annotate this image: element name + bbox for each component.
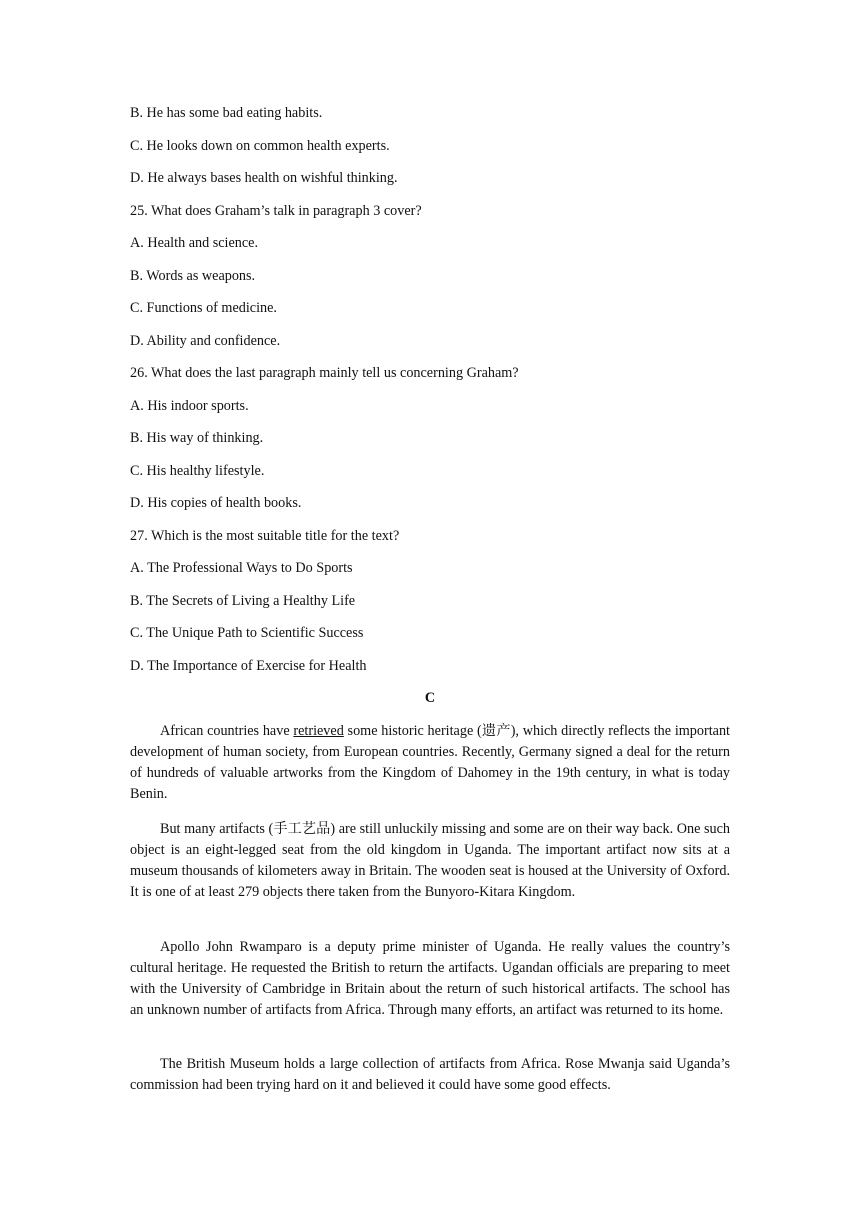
option-25-d: D. Ability and confidence. <box>130 333 281 349</box>
option-24-b: B. He has some bad eating habits. <box>130 105 323 121</box>
option-24-c: C. He looks down on common health experts. <box>130 138 390 154</box>
passage-paragraph-1 <box>130 721 730 805</box>
question-25: 25. What does Graham’s talk in paragraph 3 cover? <box>130 203 422 219</box>
option-27-a: A. The Professional Ways to Do Sports <box>130 560 353 576</box>
option-25-c: C. Functions of medicine. <box>130 300 277 316</box>
option-25-b: B. Words as weapons. <box>130 268 256 284</box>
paragraph-1-text-end: some historic heritage (遗产), which directly reflects the important development of human society, from European countries. Recently, Germany signed a deal for the return of hundreds of valuable artworks from the Kingdom of Dahomey in the 19th century, in what is today Benin. <box>130 723 730 802</box>
passage-paragraph-4: The British Museum holds a large collection of artifacts from Africa. Rose Mwanja said Uganda’s commission had been trying hard on it and believed it could have some good effects. <box>130 1056 730 1093</box>
option-27-b: B. The Secrets of Living a Healthy Life <box>130 593 356 609</box>
option-27-c: C. The Unique Path to Scientific Success <box>130 625 364 641</box>
option-26-c: C. His healthy lifestyle. <box>130 463 265 479</box>
section-heading: C <box>424 690 436 706</box>
option-26-d: D. His copies of health books. <box>130 495 302 511</box>
question-26: 26. What does the last paragraph mainly tell us concerning Graham? <box>130 365 519 381</box>
option-26-b: B. His way of thinking. <box>130 430 264 446</box>
underlined-word: retrieved <box>293 723 344 739</box>
option-27-d: D. The Importance of Exercise for Health <box>130 658 367 674</box>
passage-paragraph-2: But many artifacts (手工艺品) are still unluckily missing and some are on their way back. One such object is an eight-legged seat from the old kingdom in Uganda. The important artifact now sits at a museum thousands of kilometers away in Britain. The wooden seat is housed at the University of Oxford. It is one of at least 279 objects there taken from the Bunyoro-Kitara Kingdom. <box>130 821 730 900</box>
option-24-d: D. He always bases health on wishful thinking. <box>130 170 398 186</box>
question-27: 27. Which is the most suitable title for the text? <box>130 528 400 544</box>
paragraph-1-text-start: African countries have <box>160 723 294 739</box>
option-25-a: A. Health and science. <box>130 235 259 251</box>
option-26-a: A. His indoor sports. <box>130 398 249 414</box>
passage-paragraph-3: Apollo John Rwamparo is a deputy prime minister of Uganda. He really values the country’s cultural heritage. He requested the British to return the artifacts. Ugandan officials are preparing to meet with the University of Cambridge in Britain about the return of such historical artifacts. The school has an unknown number of artifacts from Africa. Through many efforts, an artifact was returned to its home. <box>130 939 730 1018</box>
